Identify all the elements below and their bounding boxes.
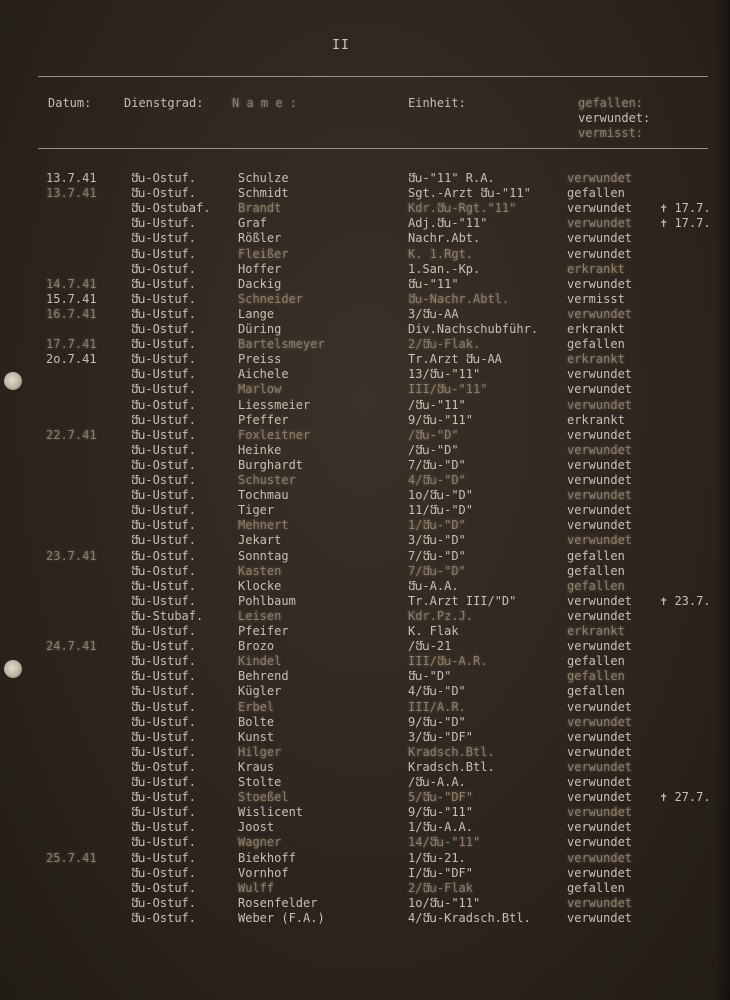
- header-date: Datum:: [48, 96, 92, 110]
- cell-name: Kraus: [238, 759, 275, 774]
- cell-unit: Sgt.-Arzt ﬓ-"11": [408, 186, 531, 201]
- table-row: [0, 262, 730, 277]
- cell-note: ✝ 17.7.: [660, 201, 711, 216]
- cell-rank: ﬓ-Ustuf.: [131, 518, 196, 533]
- cell-rank: ﬓ-Ustuf.: [131, 729, 196, 744]
- cell-name: Bolte: [238, 714, 275, 729]
- cell-unit: Adj.ﬓ-"11": [408, 216, 488, 231]
- cell-status: erkrankt: [567, 624, 625, 638]
- cell-unit: 7/ﬓ-"D": [408, 563, 466, 578]
- cell-unit: 7/ﬓ-"D": [408, 548, 466, 563]
- cell-name: Pohlbaum: [238, 593, 296, 608]
- header-status-fallen: gefallen:: [578, 96, 644, 110]
- cell-name: Schuster: [238, 473, 296, 487]
- cell-status: verwundet: [567, 246, 633, 261]
- cell-status: verwundet: [567, 382, 633, 397]
- cell-date: 15.7.41: [46, 291, 97, 306]
- cell-rank: ﬓ-Ostuf.: [131, 186, 196, 201]
- cell-rank: ﬓ-Ostubaf.: [131, 201, 211, 216]
- table-row: [0, 277, 730, 292]
- table-row: [0, 760, 730, 775]
- table-row: [0, 503, 730, 518]
- table-row: [0, 398, 730, 413]
- table-row: [0, 609, 730, 624]
- cell-note: ✝ 17.7.: [660, 216, 711, 231]
- cell-rank: ﬓ-Ustuf.: [131, 624, 196, 638]
- cell-unit: 4/ﬓ-"D": [408, 684, 466, 699]
- table-row: [0, 715, 730, 730]
- table-row: [0, 488, 730, 503]
- header-rank: Dienstgrad:: [124, 96, 204, 110]
- cell-name: Bartelsmeyer: [238, 337, 325, 352]
- cell-name: Kindel: [238, 654, 282, 669]
- cell-name: Schneider: [238, 291, 304, 306]
- cell-status: verwundet: [567, 639, 633, 654]
- cell-name: Klocke: [238, 578, 282, 593]
- table-row: [0, 654, 730, 669]
- table-row: [0, 805, 730, 820]
- cell-rank: ﬓ-Ustuf.: [131, 503, 196, 518]
- table-row: [0, 549, 730, 564]
- cell-rank: ﬓ-Ustuf.: [131, 684, 196, 699]
- cell-status: gefallen: [567, 186, 625, 201]
- cell-name: Wulff: [238, 880, 275, 895]
- cell-status: verwundet: [567, 503, 633, 518]
- cell-note: ✝ 27.7.: [660, 790, 711, 805]
- cell-unit: 2/ﬓ-Flak.: [408, 337, 481, 352]
- cell-rank: ﬓ-Ustuf.: [131, 744, 196, 759]
- cell-status: gefallen: [567, 669, 625, 684]
- table-row: [0, 352, 730, 367]
- cell-rank: ﬓ-Ustuf.: [131, 820, 196, 835]
- cell-date: 14.7.41: [46, 276, 97, 291]
- cell-status: verwundet: [567, 910, 633, 925]
- cell-rank: ﬓ-Ustuf.: [131, 382, 196, 397]
- cell-rank: ﬓ-Ostuf.: [131, 865, 196, 880]
- cell-name: Wislicent: [238, 805, 304, 820]
- cell-rank: ﬓ-Ustuf.: [131, 790, 196, 805]
- cell-status: gefallen: [567, 548, 625, 563]
- cell-status: gefallen: [567, 563, 625, 578]
- table-row: [0, 533, 730, 548]
- table-row: [0, 594, 730, 609]
- table-row: [0, 458, 730, 473]
- cell-rank: ﬓ-Ustuf.: [131, 306, 196, 321]
- cell-status: gefallen: [567, 337, 625, 352]
- table-row: [0, 881, 730, 896]
- cell-name: Wagner: [238, 835, 282, 850]
- cell-unit: 1o/ﬓ-"D": [408, 488, 473, 503]
- table-row: [0, 292, 730, 307]
- cell-unit: 5/ﬓ-"DF": [408, 790, 473, 805]
- cell-rank: ﬓ-Ustuf.: [131, 291, 196, 306]
- cell-rank: ﬓ-Ostuf.: [131, 261, 196, 276]
- cell-unit: 11/ﬓ-"D": [408, 503, 473, 518]
- cell-rank: ﬓ-Ustuf.: [131, 427, 196, 442]
- cell-rank: ﬓ-Ustuf.: [131, 835, 196, 850]
- cell-rank: ﬓ-Ostuf.: [131, 759, 196, 774]
- cell-name: Mehnert: [238, 518, 289, 533]
- cell-name: Kasten: [238, 563, 282, 578]
- header-status: [578, 96, 650, 141]
- cell-status: erkrankt: [567, 261, 625, 276]
- cell-unit: ﬓ-"D": [408, 669, 452, 684]
- cell-rank: ﬓ-Ustuf.: [131, 352, 196, 367]
- cell-status: verwundet: [567, 759, 633, 774]
- cell-status: verwundet: [567, 306, 633, 321]
- cell-status: erkrankt: [567, 322, 625, 336]
- cell-unit: Kdr.Pz.J.: [408, 608, 474, 623]
- cell-unit: /ﬓ-21: [408, 639, 452, 654]
- cell-unit: 1.San.-Kp.: [408, 261, 481, 276]
- cell-unit: ﬓ-A.A.: [408, 578, 459, 593]
- cell-unit: 9/ﬓ-"D": [408, 714, 466, 729]
- table-row: [0, 775, 730, 790]
- cell-unit: III/A.R.: [408, 699, 466, 714]
- cell-rank: ﬓ-Ustuf.: [131, 669, 196, 684]
- cell-unit: /ﬓ-"11": [408, 397, 466, 412]
- punch-hole-icon: [4, 372, 22, 390]
- cell-rank: ﬓ-Ustuf.: [131, 216, 196, 231]
- table-row: [0, 231, 730, 246]
- punch-hole-icon: [4, 660, 22, 678]
- cell-rank: ﬓ-Ustuf.: [131, 442, 196, 457]
- cell-unit: 4/ﬓ-Kradsch.Btl.: [408, 910, 531, 925]
- table-row: [0, 382, 730, 397]
- cell-status: verwundet: [567, 850, 633, 865]
- table-row: [0, 247, 730, 262]
- cell-rank: ﬓ-Stubaf.: [131, 608, 204, 623]
- cell-unit: K. Flak: [408, 624, 459, 638]
- cell-rank: ﬓ-Ustuf.: [131, 850, 196, 865]
- cell-date: 23.7.41: [46, 548, 97, 563]
- cell-date: 13.7.41: [46, 171, 97, 185]
- table-row: [0, 216, 730, 231]
- table-row: [0, 896, 730, 911]
- cell-name: Brandt: [238, 201, 282, 216]
- cell-status: verwundet: [567, 775, 633, 789]
- cell-name: Joost: [238, 820, 275, 835]
- table-row: [0, 639, 730, 654]
- cell-name: Stoeßel: [238, 790, 289, 805]
- cell-name: Liessmeier: [238, 397, 311, 412]
- cell-name: Hilger: [238, 744, 282, 759]
- cell-date: 25.7.41: [46, 850, 97, 865]
- cell-rank: ﬓ-Ostuf.: [131, 171, 196, 185]
- header-status-missing: vermisst:: [578, 126, 644, 140]
- cell-name: Leisen: [238, 608, 282, 623]
- cell-rank: ﬓ-Ustuf.: [131, 276, 196, 291]
- table-row: [0, 428, 730, 443]
- cell-rank: ﬓ-Ostuf.: [131, 548, 196, 563]
- cell-status: gefallen: [567, 654, 625, 669]
- cell-status: verwundet: [567, 201, 633, 216]
- table-row: [0, 201, 730, 216]
- table-row: [0, 835, 730, 850]
- cell-status: verwundet: [567, 367, 633, 382]
- cell-name: Foxleitner: [238, 427, 311, 442]
- cell-unit: I/ﬓ-"DF": [408, 865, 473, 880]
- cell-name: Biekhoff: [238, 850, 296, 865]
- header-rule: [38, 148, 708, 149]
- cell-status: verwundet: [567, 216, 633, 231]
- cell-name: Burghardt: [238, 457, 304, 472]
- header-status-wounded: verwundet:: [578, 111, 651, 125]
- cell-unit: /ﬓ-"D": [408, 427, 459, 442]
- cell-rank: ﬓ-Ostuf.: [131, 473, 196, 487]
- page-number: II: [332, 38, 350, 53]
- cell-name: Schulze: [238, 171, 289, 185]
- cell-status: verwundet: [567, 171, 633, 185]
- cell-rank: ﬓ-Ostuf.: [131, 910, 196, 925]
- cell-rank: ﬓ-Ustuf.: [131, 412, 196, 427]
- cell-status: vermisst: [567, 291, 625, 306]
- cell-status: erkrankt: [567, 412, 625, 427]
- cell-status: gefallen: [567, 880, 625, 895]
- cell-unit: III/ﬓ-A.R.: [408, 654, 488, 669]
- cell-unit: Kdr.ﬓ-Rgt."11": [408, 201, 517, 216]
- cell-name: Behrend: [238, 669, 289, 684]
- cell-status: verwundet: [567, 231, 633, 246]
- cell-status: verwundet: [567, 790, 633, 805]
- cell-status: verwundet: [567, 518, 633, 533]
- table-row: [0, 911, 730, 926]
- cell-unit: Kradsch.Btl.: [408, 759, 495, 774]
- cell-date: 16.7.41: [46, 306, 97, 321]
- cell-name: Marlow: [238, 382, 282, 397]
- cell-unit: 3/ﬓ-AA: [408, 306, 459, 321]
- cell-rank: ﬓ-Ustuf.: [131, 714, 196, 729]
- cell-unit: 7/ﬓ-"D": [408, 457, 466, 472]
- table-row: [0, 624, 730, 639]
- cell-name: Stolte: [238, 775, 282, 789]
- cell-date: 24.7.41: [46, 639, 97, 654]
- table-row: [0, 473, 730, 488]
- cell-status: gefallen: [567, 684, 625, 699]
- cell-name: Kunst: [238, 729, 275, 744]
- table-row: [0, 186, 730, 201]
- cell-name: Hoffer: [238, 261, 282, 276]
- cell-unit: 3/ﬓ-"DF": [408, 729, 473, 744]
- cell-name: Rosenfelder: [238, 895, 318, 910]
- cell-unit: ﬓ-"11": [408, 276, 459, 291]
- cell-rank: ﬓ-Ustuf.: [131, 367, 196, 382]
- cell-status: verwundet: [567, 533, 633, 548]
- cell-unit: Tr.Arzt ﬓ-AA: [408, 352, 502, 367]
- cell-status: verwundet: [567, 608, 633, 623]
- cell-status: verwundet: [567, 714, 633, 729]
- cell-status: verwundet: [567, 820, 633, 835]
- cell-rank: ﬓ-Ustuf.: [131, 578, 196, 593]
- cell-rank: ﬓ-Ustuf.: [131, 533, 196, 548]
- cell-unit: 3/ﬓ-"D": [408, 533, 466, 548]
- cell-name: Heinke: [238, 442, 282, 457]
- cell-unit: /ﬓ-"D": [408, 442, 459, 457]
- cell-status: verwundet: [567, 835, 633, 850]
- table-row: [0, 337, 730, 352]
- cell-name: Schmidt: [238, 186, 289, 201]
- cell-unit: Kradsch.Btl.: [408, 744, 495, 759]
- cell-rank: ﬓ-Ostuf.: [131, 895, 196, 910]
- cell-rank: ﬓ-Ustuf.: [131, 639, 196, 654]
- cell-name: Rößler: [238, 231, 282, 246]
- cell-rank: ﬓ-Ustuf.: [131, 337, 196, 352]
- cell-status: verwundet: [567, 473, 633, 487]
- table-row: [0, 579, 730, 594]
- cell-status: verwundet: [567, 397, 633, 412]
- table-row: [0, 518, 730, 533]
- cell-rank: ﬓ-Ostuf.: [131, 397, 196, 412]
- cell-unit: 9/ﬓ-"11": [408, 805, 473, 820]
- cell-name: Pfeffer: [238, 412, 289, 427]
- cell-unit: 1/ﬓ-A.A.: [408, 820, 473, 835]
- cell-status: verwundet: [567, 276, 633, 291]
- cell-name: Kügler: [238, 684, 282, 699]
- top-rule: [38, 76, 708, 77]
- cell-unit: 14/ﬓ-"11": [408, 835, 481, 850]
- cell-rank: ﬓ-Ostuf.: [131, 880, 196, 895]
- cell-status: verwundet: [567, 457, 633, 472]
- table-row: [0, 413, 730, 428]
- cell-rank: ﬓ-Ustuf.: [131, 488, 196, 503]
- cell-status: verwundet: [567, 593, 633, 608]
- table-row: [0, 866, 730, 881]
- table-row: [0, 564, 730, 579]
- cell-name: Vornhof: [238, 865, 289, 880]
- cell-rank: ﬓ-Ustuf.: [131, 699, 196, 714]
- cell-rank: ﬓ-Ustuf.: [131, 654, 196, 669]
- cell-name: Lange: [238, 306, 275, 321]
- table-row: [0, 790, 730, 805]
- cell-unit: 2/ﬓ-Flak: [408, 880, 473, 895]
- cell-unit: 4/ﬓ-"D": [408, 473, 466, 487]
- table-row: [0, 684, 730, 699]
- cell-name: Weber (F.A.): [238, 910, 325, 925]
- cell-name: Tochmau: [238, 488, 289, 503]
- cell-name: Tiger: [238, 503, 275, 518]
- cell-unit: Nachr.Abt.: [408, 231, 481, 246]
- cell-unit: 9/ﬓ-"11": [408, 412, 473, 427]
- cell-note: ✝ 23.7.: [660, 593, 711, 608]
- cell-status: verwundet: [567, 865, 633, 880]
- header-name: N a m e :: [232, 96, 298, 110]
- cell-status: verwundet: [567, 805, 633, 820]
- cell-rank: ﬓ-Ustuf.: [131, 231, 196, 246]
- cell-unit: ﬓ-"11" R.A.: [408, 171, 495, 185]
- page-edge-shadow: [716, 0, 730, 1000]
- table-row: [0, 730, 730, 745]
- cell-rank: ﬓ-Ustuf.: [131, 775, 196, 789]
- cell-status: erkrankt: [567, 352, 625, 367]
- cell-unit: 1/ﬓ-"D": [408, 518, 466, 533]
- cell-unit: 13/ﬓ-"11": [408, 367, 481, 382]
- cell-unit: III/ﬓ-"11": [408, 382, 488, 397]
- cell-status: verwundet: [567, 895, 633, 910]
- cell-rank: ﬓ-Ustuf.: [131, 593, 196, 608]
- cell-unit: /ﬓ-A.A.: [408, 775, 466, 789]
- cell-date: 2o.7.41: [46, 352, 97, 367]
- cell-name: Dackig: [238, 276, 282, 291]
- cell-status: verwundet: [567, 427, 633, 442]
- cell-rank: ﬓ-Ustuf.: [131, 805, 196, 820]
- cell-unit: Tr.Arzt III/"D": [408, 593, 517, 608]
- cell-name: Pfeifer: [238, 624, 289, 638]
- cell-unit: K. 1.Rgt.: [408, 246, 474, 261]
- cell-status: gefallen: [567, 578, 625, 593]
- cell-status: verwundet: [567, 744, 633, 759]
- table-row: [0, 820, 730, 835]
- cell-name: Sonntag: [238, 548, 289, 563]
- cell-rank: ﬓ-Ostuf.: [131, 563, 196, 578]
- cell-status: verwundet: [567, 442, 633, 457]
- cell-date: 17.7.41: [46, 337, 97, 352]
- cell-unit: Div.Nachschubführ.: [408, 322, 539, 336]
- cell-name: Brozo: [238, 639, 275, 654]
- cell-name: Erbel: [238, 699, 275, 714]
- cell-unit: ﬓ-Nachr.Abtl.: [408, 291, 510, 306]
- table-row: [0, 669, 730, 684]
- cell-name: Graf: [238, 216, 267, 231]
- table-row: [0, 851, 730, 866]
- cell-date: 22.7.41: [46, 427, 97, 442]
- table-row: [0, 322, 730, 337]
- table-row: [0, 745, 730, 760]
- cell-unit: 1/ﬓ-21.: [408, 850, 466, 865]
- cell-status: verwundet: [567, 699, 633, 714]
- table-row: [0, 443, 730, 458]
- cell-date: 13.7.41: [46, 186, 97, 201]
- cell-rank: ﬓ-Ostuf.: [131, 457, 196, 472]
- table-row: [0, 700, 730, 715]
- cell-rank: ﬓ-Ostuf.: [131, 322, 196, 336]
- cell-name: Fleißer: [238, 246, 289, 261]
- cell-status: verwundet: [567, 729, 633, 744]
- table-row: [0, 171, 730, 186]
- header-unit: Einheit:: [408, 96, 466, 110]
- cell-name: Düring: [238, 322, 282, 336]
- table-row: [0, 367, 730, 382]
- cell-rank: ﬓ-Ustuf.: [131, 246, 196, 261]
- cell-status: verwundet: [567, 488, 633, 503]
- cell-unit: 1o/ﬓ-"11": [408, 895, 481, 910]
- cell-name: Aichele: [238, 367, 289, 382]
- table-row: [0, 307, 730, 322]
- cell-name: Jekart: [238, 533, 282, 548]
- cell-name: Preiss: [238, 352, 282, 367]
